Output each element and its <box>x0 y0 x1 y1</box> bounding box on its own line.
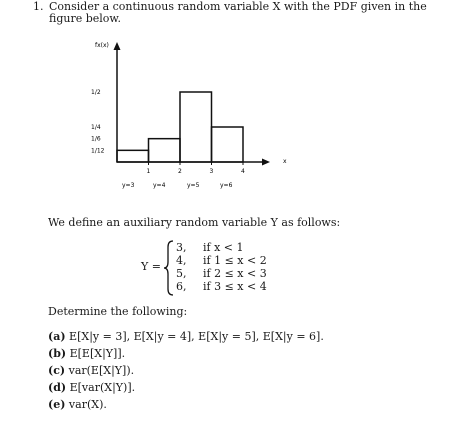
part-b <box>48 347 324 364</box>
region-label-y3: y=3 <box>122 182 135 189</box>
region-label-y5: y=5 <box>187 182 200 189</box>
case-condition-3: if 2 ≤ x < 3 <box>203 267 267 280</box>
case-value-4: 6, <box>176 280 187 293</box>
x-tick-label: 1 <box>146 168 151 175</box>
piecewise-lhs: Y = <box>141 260 161 273</box>
question-line-2: figure below. <box>49 12 122 25</box>
part-c <box>48 364 324 381</box>
x-axis-label: x <box>283 158 287 165</box>
part-e <box>48 398 324 415</box>
part-a <box>48 330 324 347</box>
aux-intro: We define an auxiliary random variable Y as follows: <box>48 216 341 229</box>
case-value-3: 5, <box>176 267 187 280</box>
piecewise-definition <box>0 236 474 298</box>
x-tick-label: 2 <box>178 168 182 175</box>
pdf-figure <box>0 0 474 215</box>
x-tick-label: 3 <box>209 168 214 175</box>
y-axis-label: fx(x) <box>95 42 109 49</box>
pdf-bar-3 <box>180 92 212 162</box>
part-a-text: E[X|y = 3], E[X|y = 4], E[X|y = 5], E[X|y = 6]. <box>69 330 324 343</box>
y-tick-label: 1/12 <box>91 147 105 155</box>
case-condition-2: if 1 ≤ x < 2 <box>203 254 267 267</box>
question-line-1: Consider a continuous random variable X with the PDF given in the <box>49 0 427 13</box>
part-a-label: (a) <box>48 330 66 343</box>
case-value-1: 3, <box>176 241 187 254</box>
parts-list <box>48 330 324 415</box>
pdf-bar-4 <box>212 127 244 162</box>
question-number: 1. <box>33 0 44 13</box>
part-d <box>48 381 324 398</box>
y-tick-label: 1/4 <box>91 124 101 131</box>
region-label-y6: y=6 <box>220 182 233 189</box>
case-value-2: 4, <box>176 254 187 267</box>
pdf-bar-2 <box>149 139 181 162</box>
part-e-text: var(X). <box>68 398 107 411</box>
part-d-text: E[var(X|Y)]. <box>69 381 136 394</box>
part-c-text: var(E[X|Y]). <box>68 364 135 377</box>
case-condition-4: if 3 ≤ x < 4 <box>203 280 267 293</box>
part-d-label: (d) <box>48 381 67 394</box>
part-c-label: (c) <box>48 364 66 377</box>
y-tick-label: 1/6 <box>91 135 101 143</box>
part-b-label: (b) <box>48 347 67 360</box>
pdf-bar-1 <box>117 150 149 162</box>
y-tick-label: 1/2 <box>91 89 101 96</box>
case-condition-1: if x < 1 <box>203 241 244 254</box>
x-axis-arrow <box>262 159 270 166</box>
part-b-text: E[E[X|Y]]. <box>69 347 126 360</box>
region-label-y4: y=4 <box>153 182 166 189</box>
part-e-label: (e) <box>48 398 66 411</box>
determine-heading: Determine the following: <box>48 305 188 318</box>
left-brace <box>163 240 175 296</box>
y-axis-arrow <box>114 42 121 50</box>
x-tick-label: 4 <box>241 168 245 175</box>
